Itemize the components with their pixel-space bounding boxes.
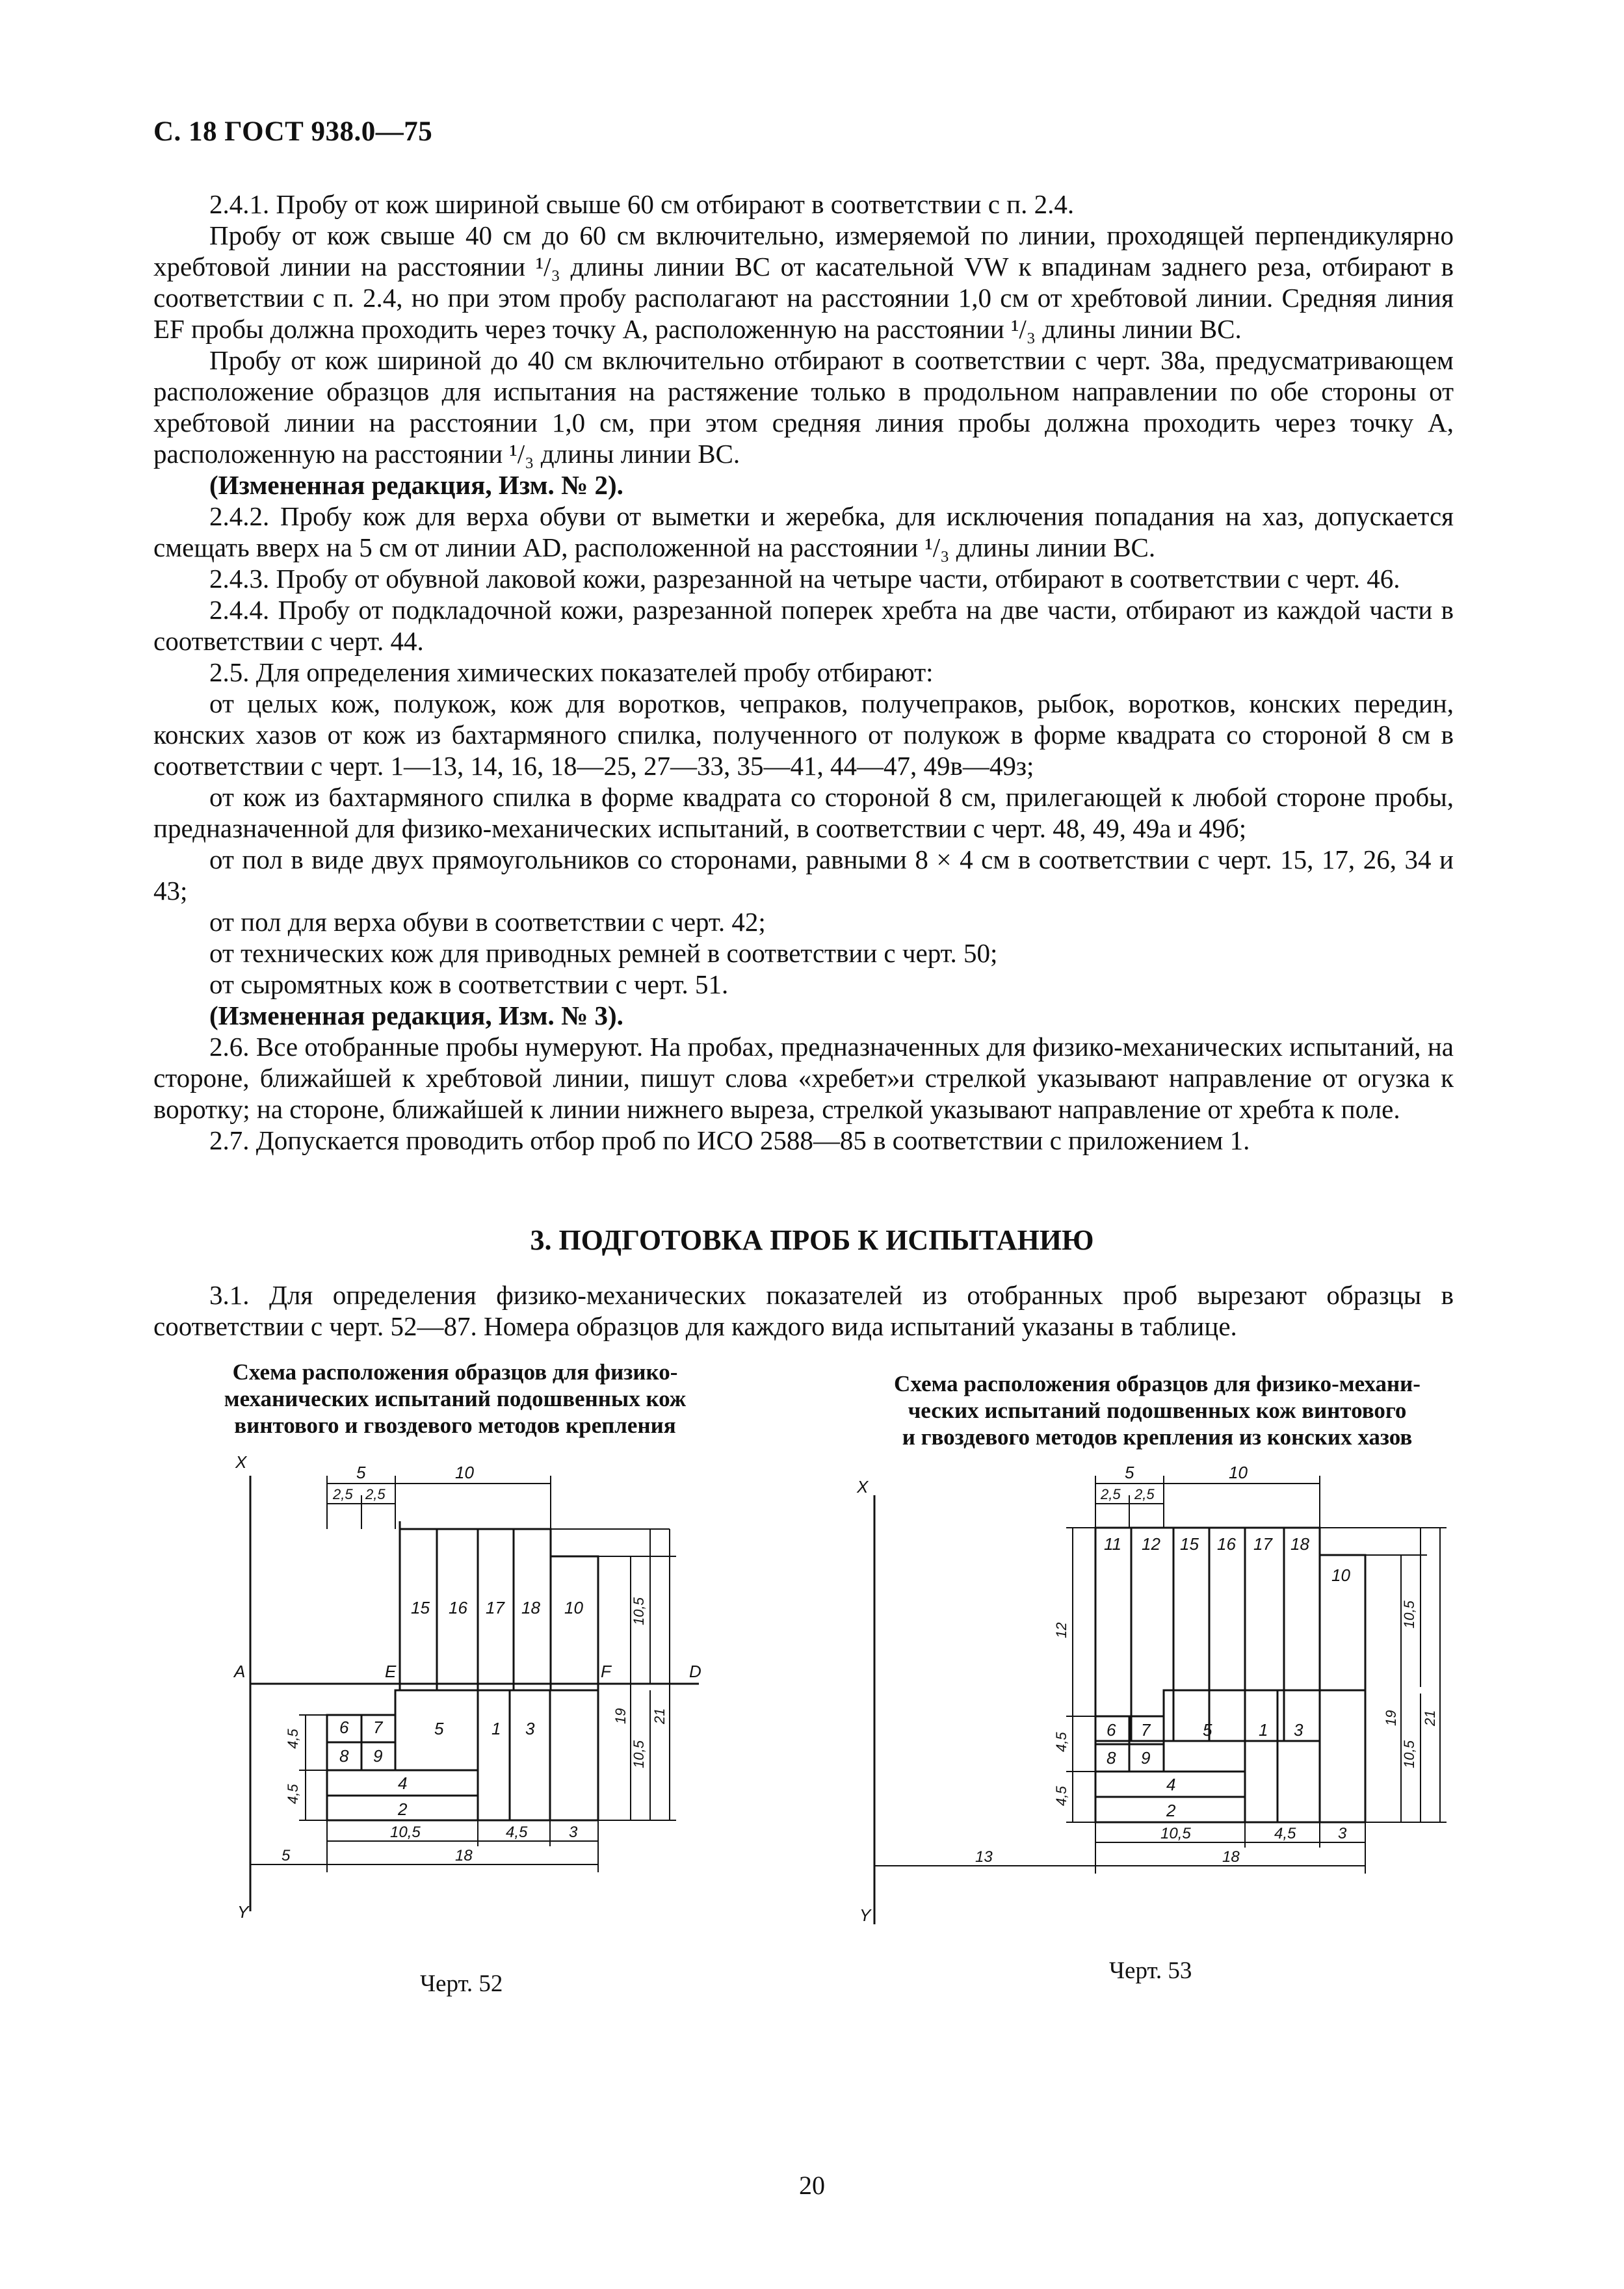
axis-label-x: X <box>857 1477 869 1497</box>
dim-12: 12 <box>1053 1622 1069 1638</box>
point-d-label: D <box>689 1662 701 1681</box>
dim-10-top: 10 <box>455 1463 474 1482</box>
specimen-18-label: 18 <box>1290 1534 1309 1554</box>
dim-4-5-b: 4,5 <box>1053 1786 1069 1806</box>
specimen-1 <box>1245 1690 1277 1822</box>
top-dimension-lines <box>327 1476 551 1529</box>
dim-2-5-a: 2,5 <box>1101 1486 1121 1502</box>
dim-2-5-b: 2,5 <box>1134 1486 1155 1502</box>
paragraph: 2.6. Все отобранные пробы нумеруют. На пробах, предназначенных для физико-механических испытаний, на стороне, ближайшей к хребтовой линии, пишут слова «хребет»и стрелкой указывают направление от огузка к воротку; на стороне, ближайшей к линии нижнего выреза, стрелкой указывают направление от хребта к поле. <box>153 1032 1454 1124</box>
specimen-3 <box>510 1690 550 1820</box>
dim-19: 19 <box>1383 1710 1399 1726</box>
dim-10-top: 10 <box>1229 1463 1248 1482</box>
point-f-label: F <box>601 1662 611 1681</box>
dim-10-5-lower: 10,5 <box>1401 1740 1417 1768</box>
specimen-1 <box>478 1690 510 1820</box>
specimen-5-outline <box>395 1690 478 1820</box>
left-dimension-lines <box>1066 1528 1095 1822</box>
paragraph: от сыромятных кож в соответствии с черт. 51. <box>209 969 729 999</box>
paragraph: от пол для верха обуви в соответствии с черт. 42; <box>209 907 766 937</box>
amendment-note: (Измененная редакция, Изм. № 2). <box>209 470 623 500</box>
paragraph: Пробу от кож шириной до 40 см включительно отбирают в соответствии с черт. 38а, предусматривающем расположение образцов для испытания на растяжение только в продольном направлении по обе стороны от хребтовой линии на расстоянии 1,0 см, при этом средняя линия пробы должна проходить через точку А, расположенную на расстоянии ¹/₃ длины линии BC. <box>153 345 1454 469</box>
dim-5-top: 5 <box>1125 1463 1134 1482</box>
paragraph: 2.4.3. Пробу от обувной лаковой кожи, разрезанной на четыре части, отбирают в соответствии с черт. 46. <box>209 564 1400 594</box>
paragraph: 2.7. Допускается проводить отбор проб по ИСО 2588—85 в соответствии с приложением 1. <box>209 1125 1250 1155</box>
specimen-10-label: 10 <box>564 1598 583 1617</box>
dim-21: 21 <box>1422 1710 1438 1726</box>
figure-52-diagram <box>215 1450 709 1944</box>
figure-title-line: Схема расположения образцов для физико-механи- <box>894 1371 1421 1396</box>
specimen-1-label: 1 <box>491 1719 501 1738</box>
section-title: 3. ПОДГОТОВКА ПРОБ К ИСПЫТАНИЮ <box>530 1224 1094 1256</box>
figure-53-diagram <box>852 1450 1463 1944</box>
dim-10-5-upper: 10,5 <box>1401 1601 1417 1628</box>
specimen-7-label: 7 <box>373 1718 383 1737</box>
specimen-16-label: 16 <box>1217 1534 1236 1554</box>
dim-3-bottom: 3 <box>569 1824 578 1841</box>
specimen-9-label: 9 <box>1141 1748 1151 1768</box>
paragraph: от кож из бахтармяного спилка в форме квадрата со стороной 8 см, прилегающей к любой стороне пробы, предназначенной для физико-механических испытаний, в соответствии с черт. 48, 49, 49а и 49б; <box>153 782 1454 843</box>
page-number: 20 <box>799 2171 825 2200</box>
dim-2-5-b: 2,5 <box>365 1486 386 1502</box>
figure-title-line: Схема расположения образцов для физико- <box>232 1359 678 1385</box>
amendment-note: (Измененная редакция, Изм. № 3). <box>209 1001 623 1030</box>
dim-21: 21 <box>651 1708 668 1724</box>
body-text <box>153 189 1454 1156</box>
section-text <box>153 1279 1454 1342</box>
dim-2-5-a: 2,5 <box>333 1486 353 1502</box>
specimen-5-outline <box>1164 1690 1245 1822</box>
specimen-7-label: 7 <box>1141 1720 1151 1740</box>
specimen-3-label: 3 <box>1294 1720 1303 1740</box>
specimen-5-label: 5 <box>1203 1720 1212 1740</box>
paragraph: от пол в виде двух прямоугольников со сторонами, равными 8 × 4 см в соответствии с черт. 15, 17, 26, 34 и 43; <box>153 844 1454 906</box>
specimen-4-label: 4 <box>398 1773 408 1793</box>
right-dimension-lines <box>551 1529 676 1820</box>
figure-title-line: и гвоздевого методов крепления из конских хазов <box>902 1424 1413 1450</box>
specimen-15-label: 15 <box>411 1598 430 1617</box>
figure-title-line: ческих испытаний подошвенных кож винтового <box>908 1398 1407 1423</box>
dim-10-5-bottom: 10,5 <box>390 1824 421 1841</box>
top-dimension-lines <box>1095 1476 1320 1528</box>
figure-52-title <box>163 1359 748 1439</box>
specimen-4-label: 4 <box>1166 1775 1176 1794</box>
paragraph: 2.4.2. Пробу кож для верха обуви от выметки и жеребка, для исключения попадания на хаз, допускается смещать вверх на 5 см от линии AD, расположенной на расстоянии ¹/₃ длины линии BC. <box>153 501 1454 562</box>
paragraph: от технических кож для приводных ремней в соответствии с черт. 50; <box>209 938 998 968</box>
paragraph: от целых кож, полукож, кож для воротков, чепраков, получепраков, рыбок, воротков, конских передин, конских хазов от кож из бахтармяного спилка, полученного от полукож в форме квадрата со стороной 8 см в соответствии с черт. 1—13, 14, 16, 18—25, 27—33, 35—41, 44—47, 49в—49з; <box>153 688 1454 781</box>
specimen-6-label: 6 <box>339 1718 349 1737</box>
specimen-15-label: 15 <box>1180 1534 1199 1554</box>
dim-4-5-b: 4,5 <box>285 1784 301 1804</box>
axis-label-x: X <box>235 1452 247 1472</box>
left-dimension-lines <box>299 1715 327 1820</box>
dim-4-5-bottom: 4,5 <box>506 1824 528 1841</box>
axis-label-y: Y <box>859 1905 871 1925</box>
specimen-17-label: 17 <box>486 1598 504 1617</box>
specimen-2-label: 2 <box>1166 1801 1176 1820</box>
running-header: С. 18 ГОСТ 938.0—75 <box>153 116 433 147</box>
paragraph: 3.1. Для определения физико-механических показателей из отобранных проб вырезают образцы в соответствии с черт. 52—87. Номера образцов для каждого вида испытаний указаны в таблице. <box>153 1280 1454 1341</box>
specimen-3-label: 3 <box>525 1719 535 1738</box>
dim-4-5-a: 4,5 <box>285 1729 301 1749</box>
specimen-12-label: 12 <box>1142 1534 1160 1554</box>
point-a-label: A <box>234 1662 246 1681</box>
specimen-5-label: 5 <box>434 1719 444 1738</box>
point-e-label: E <box>385 1662 397 1681</box>
specimen-10-label: 10 <box>1331 1565 1350 1585</box>
specimen-17-label: 17 <box>1253 1534 1272 1554</box>
specimen-2-label: 2 <box>398 1799 408 1819</box>
paragraph: 2.4.4. Пробу от подкладочной кожи, разрезанной поперек хребта на две части, отбирают из каждой части в соответствии с черт. 44. <box>153 595 1454 656</box>
specimen-18-label: 18 <box>521 1598 540 1617</box>
bottom-dimension-lines <box>250 1820 598 1872</box>
specimen-9-label: 9 <box>373 1746 383 1766</box>
specimen-16-label: 16 <box>449 1598 467 1617</box>
dim-13: 13 <box>975 1848 993 1866</box>
dim-4-5-a: 4,5 <box>1053 1732 1069 1752</box>
dim-10-5-upper: 10,5 <box>631 1597 647 1625</box>
dim-4-5-bottom: 4,5 <box>1274 1825 1296 1842</box>
dim-10-5-lower: 10,5 <box>631 1740 647 1768</box>
specimen-10 <box>551 1556 598 1690</box>
figure-52-caption: Черт. 52 <box>420 1970 503 1997</box>
paragraph: 2.4.1. Пробу от кож шириной свыше 60 см отбирают в соответствии с п. 2.4. <box>209 189 1075 219</box>
dim-18: 18 <box>1222 1848 1240 1866</box>
specimen-6-label: 6 <box>1107 1720 1116 1740</box>
dim-10-5-bottom: 10,5 <box>1160 1825 1191 1842</box>
dim-3-bottom: 3 <box>1338 1825 1347 1842</box>
figure-53-caption: Черт. 53 <box>1109 1957 1192 1984</box>
dim-5-left: 5 <box>282 1847 291 1864</box>
specimen-8-label: 8 <box>339 1746 349 1766</box>
axis-label-y: Y <box>237 1902 249 1922</box>
specimen-8-label: 8 <box>1107 1748 1116 1768</box>
paragraph: Пробу от кож свыше 40 см до 60 см включительно, измеряемой по линии, проходящей перпендикулярно хребтовой линии на расстоянии ¹/₃ длины линии BC от касательной VW к впадинам заднего реза, отбирают в соответствии с п. 2.4, но при этом пробу располагают на расстоянии 1,0 см от хребтовой линии. Средняя линия EF пробы должна проходить через точку A, расположенную на расстоянии ¹/₃ длины линии BC. <box>153 220 1454 344</box>
upper-specimens-block <box>1095 1528 1320 1741</box>
dim-19: 19 <box>612 1708 629 1724</box>
specimen-11-label: 11 <box>1104 1534 1121 1554</box>
figure-53-title <box>839 1370 1476 1450</box>
specimen-1-label: 1 <box>1259 1720 1268 1740</box>
paragraph: 2.5. Для определения химических показателей пробу отбирают: <box>209 657 934 687</box>
dim-5-top: 5 <box>356 1463 366 1482</box>
figure-title-line: винтового и гвоздевого методов крепления <box>234 1413 676 1438</box>
figure-title-line: механических испытаний подошвенных кож <box>224 1386 687 1411</box>
dim-18: 18 <box>455 1847 473 1864</box>
